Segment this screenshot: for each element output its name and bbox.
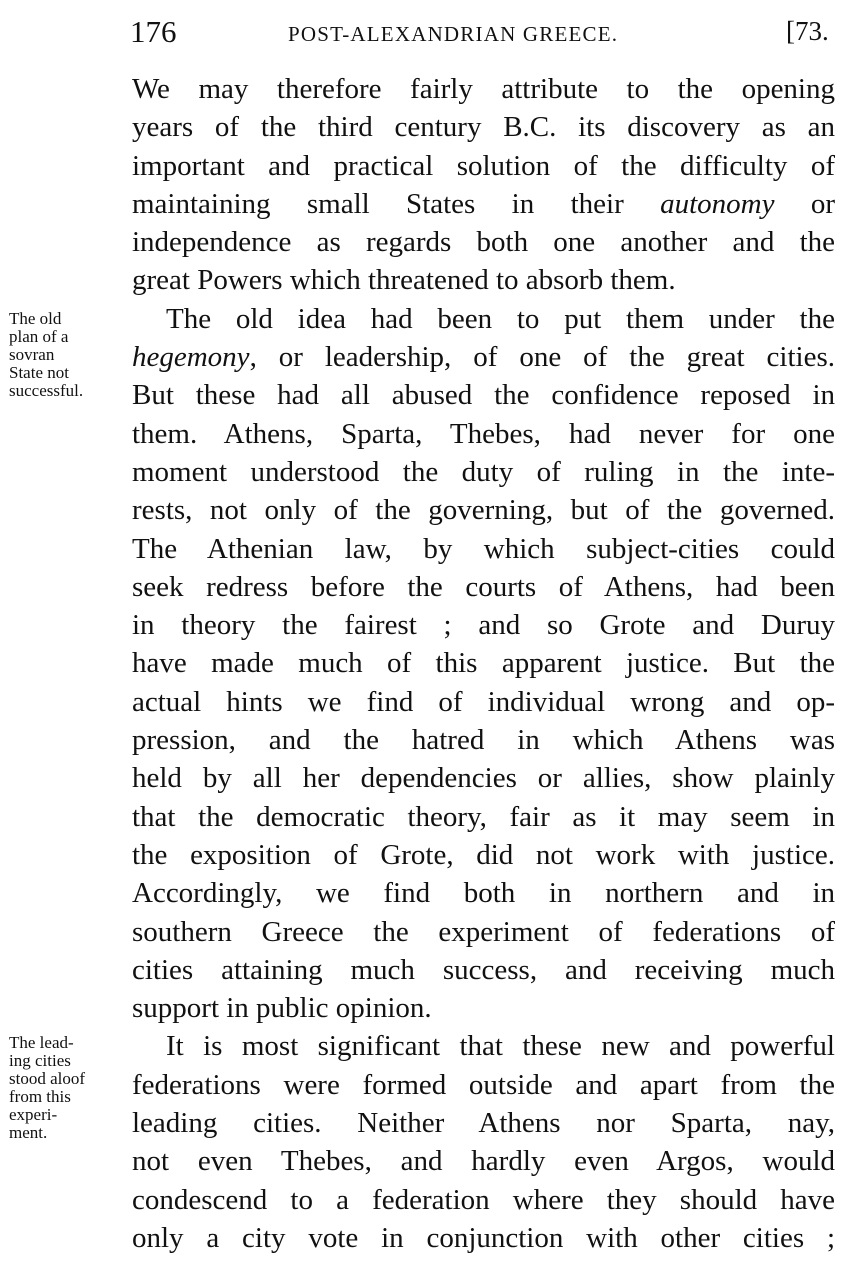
text-line (132, 606, 835, 644)
text-line (132, 1066, 835, 1104)
text-line (132, 1027, 835, 1065)
text-run: leading cities. Neither Athens nor Sparta, nay, (132, 1107, 835, 1140)
text-line (132, 108, 835, 146)
sidenote-line: ing cities (9, 1051, 71, 1070)
text-line (132, 798, 835, 836)
text-run: pression, and the hatred in which Athens was (132, 724, 835, 757)
text-line (132, 683, 835, 721)
text-run: important and practical solution of the difficulty of (132, 149, 835, 182)
text-run: have made much of this apparent justice. But the (132, 647, 835, 680)
text-run: in theory the fairest ; and so Grote and Duruy (132, 609, 835, 642)
italic-term: hegemony (132, 341, 250, 374)
sidenote-line: stood aloof (9, 1069, 86, 1088)
text-run: independence as regards both one another and the (132, 226, 835, 259)
text-run: southern Greece the experiment of federations of (132, 915, 835, 948)
text-run: federations were formed outside and apart from the (132, 1068, 835, 1101)
text-run: held by all her dependencies or allies, show plainly (132, 762, 835, 795)
text-run: support in public opinion. (132, 992, 432, 1025)
text-run: , or leadership, of one of the great cities. (249, 341, 835, 374)
sidenote-leading-cities (9, 1034, 129, 1142)
sidenote-line: successful. (9, 381, 84, 400)
sidenote-line: from this (9, 1087, 71, 1106)
text-run: that the democratic theory, fair as it may seem in (132, 800, 835, 833)
text-run: rests, not only of the governing, but of the governed. (132, 494, 835, 527)
section-mark: [73. (786, 16, 829, 46)
text-line (132, 644, 835, 682)
text-line (132, 568, 835, 606)
sidenote-line: plan of a (9, 327, 69, 346)
text-line (132, 836, 835, 874)
sidenote-line: State not (9, 363, 69, 382)
italic-term: autonomy (660, 187, 775, 220)
text-line (132, 70, 835, 108)
running-header (0, 10, 863, 50)
text-line (132, 1219, 835, 1257)
sidenote-line: ment. (9, 1123, 48, 1142)
running-title: POST-ALEXANDRIAN GREECE. (288, 22, 619, 46)
text-run: The Athenian law, by which subject-cities could (132, 532, 835, 565)
text-line (132, 759, 835, 797)
text-line (132, 530, 835, 568)
text-line (132, 261, 835, 299)
text-run: Accordingly, we find both in northern and in (132, 877, 835, 910)
text-line (132, 185, 835, 223)
text-line (132, 338, 835, 376)
text-run: condescend to a federation where they should have (132, 1183, 835, 1216)
text-line (132, 721, 835, 759)
sidenote-line: The old (9, 309, 62, 328)
text-run: It is most significant that these new and powerful (166, 1030, 835, 1063)
text-run: great Powers which threatened to absorb them. (132, 264, 676, 297)
text-line (132, 913, 835, 951)
text-run: or (774, 187, 835, 220)
text-run: seek redress before the courts of Athens, had been (132, 570, 835, 603)
text-line (132, 989, 835, 1027)
text-line (132, 147, 835, 185)
sidenote-line: The lead- (9, 1033, 74, 1052)
text-run: maintaining small States in their (132, 187, 661, 220)
text-run: only a city vote in conjunction with other cities ; (132, 1221, 835, 1254)
sidenote-line: sovran (9, 345, 55, 364)
text-run: We may therefore fairly attribute to the opening (132, 73, 835, 105)
text-line (132, 1142, 835, 1180)
body-text (132, 70, 835, 1257)
text-run: actual hints we find of individual wrong and op- (132, 685, 835, 718)
text-line (132, 491, 835, 529)
page-number: 176 (130, 14, 177, 49)
text-line (132, 1104, 835, 1142)
text-run: not even Thebes, and hardly even Argos, would (132, 1145, 835, 1178)
text-run: The old idea had been to put them under the (166, 302, 835, 335)
text-line (132, 300, 835, 338)
text-line (132, 874, 835, 912)
text-run: years of the third century B.C. its discovery as an (132, 111, 835, 144)
text-run: moment understood the duty of ruling in the inte- (132, 455, 835, 488)
text-run: But these had all abused the confidence reposed in (132, 379, 835, 412)
sidenote-line: experi- (9, 1105, 58, 1124)
text-line (132, 1181, 835, 1219)
text-line (132, 223, 835, 261)
text-run: the exposition of Grote, did not work with justice. (132, 838, 835, 871)
text-line (132, 415, 835, 453)
sidenote-old-plan (9, 310, 129, 400)
text-run: cities attaining much success, and receiving much (132, 953, 835, 986)
text-line (132, 453, 835, 491)
text-line (132, 376, 835, 414)
text-run: them. Athens, Sparta, Thebes, had never for one (132, 417, 835, 450)
text-line (132, 951, 835, 989)
